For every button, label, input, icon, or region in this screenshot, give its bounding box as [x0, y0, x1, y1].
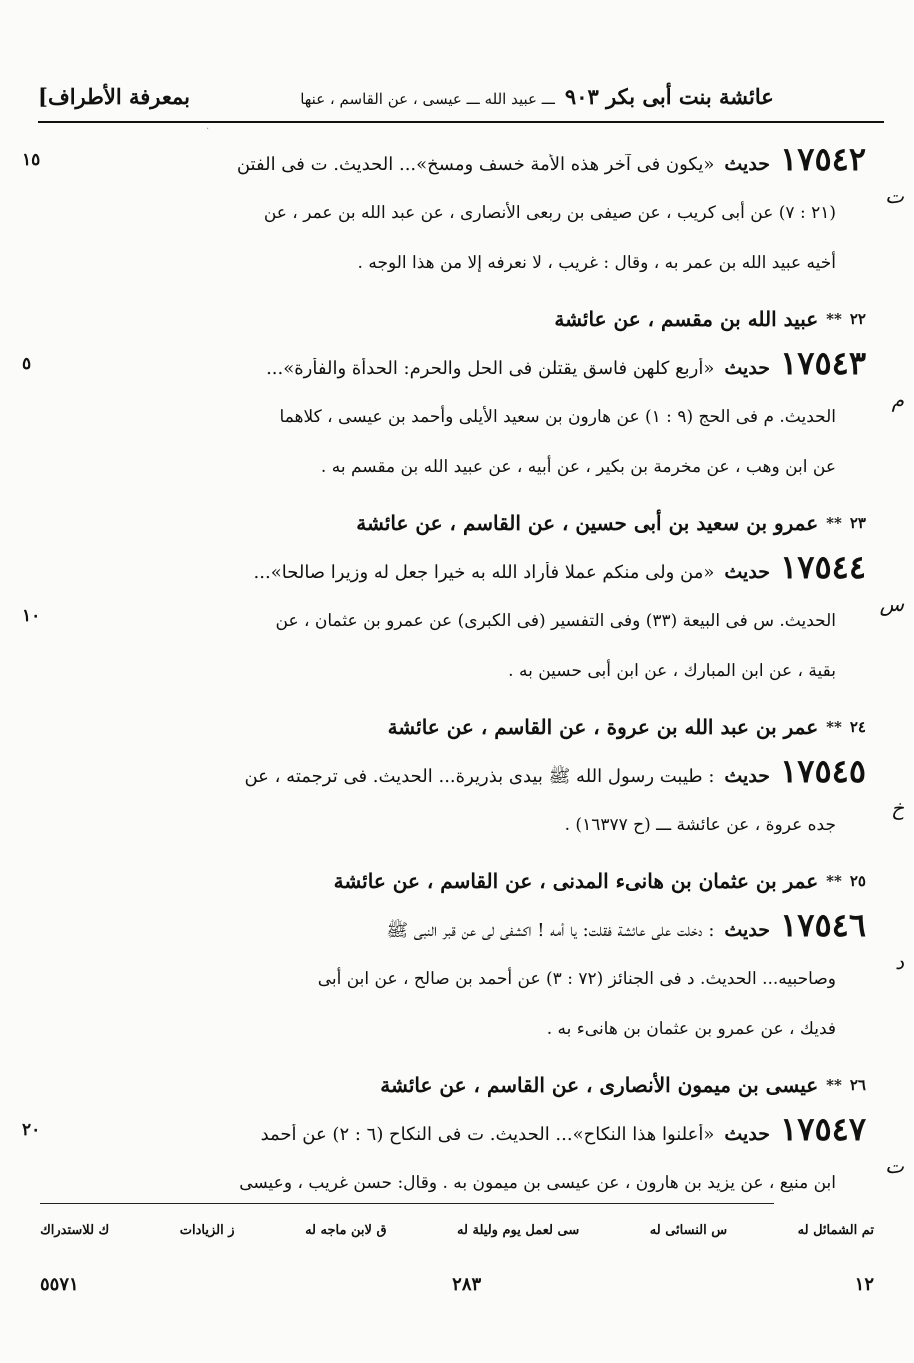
hadith-line: عن ابن وهب ، عن مخرمة بن بكير ، عن أبيه ، عن عبيد الله بن مقسم به .	[320, 457, 836, 477]
narrator-text: عمرو بن سعيد بن أبى حسين ، عن القاسم ، عن عائشة	[356, 511, 819, 535]
narrator-number: ٢٤	[849, 718, 866, 736]
footnote-rule	[40, 1203, 774, 1204]
narrator-number: ٢٣	[849, 514, 866, 532]
hadith-entry	[22, 1110, 904, 1208]
narrator-heading	[48, 498, 866, 548]
hadith-number: ١٧٥٤٧	[780, 1110, 866, 1148]
hadith-line: وصاحبيه... الحديث. د فى الجنائز (٧٢ : ٣) عن أحمد بن صالح ، عن ابن أبى	[317, 969, 836, 989]
header-section-main: عائشة بنت أبى بكر ٩٠٣	[564, 83, 774, 109]
hadith-entry	[48, 752, 904, 850]
hadith-number: ١٧٥٤٢	[780, 140, 866, 178]
hadith-text: : طيبت رسول الله ﷺ بيدى بذريرة... الحديث. فى ترجمته ، عن	[244, 766, 715, 787]
narrator-stars: **	[826, 1076, 842, 1094]
hadith-label: حديث	[724, 919, 771, 941]
line-number-margin: ٢٠	[22, 1120, 41, 1140]
narrator-stars: **	[826, 514, 842, 532]
legend-item: ك للاستدراك	[40, 1222, 110, 1238]
hadith-entry	[48, 906, 904, 1054]
narrator-text: عمر بن عبد الله بن عروة ، عن القاسم ، عن عائشة	[387, 715, 819, 739]
narrator-heading	[48, 294, 866, 344]
narrator-text: عمر بن عثمان بن هانىء المدنى ، عن القاسم ، عن عائشة	[333, 869, 819, 893]
legend-item: س النسائى له	[649, 1222, 728, 1238]
source-siglum: ت	[885, 1154, 904, 1178]
hadith-number: ١٧٥٤٦	[780, 906, 866, 944]
source-siglum: د	[895, 950, 904, 974]
narrator-heading	[48, 702, 866, 752]
hadith-entry	[22, 344, 904, 492]
line-number-margin: ١٥	[22, 150, 41, 170]
line-number-margin: ٥	[22, 354, 32, 374]
source-siglum: خ	[891, 796, 904, 820]
hadith-line: ابن منيع ، عن يزيد بن هارون ، عن عيسى بن ميمون به . وقال: حسن غريب ، وعيسى	[239, 1173, 836, 1193]
serial-number: ٥٥٧١	[40, 1273, 79, 1295]
hadith-label: حديث	[724, 357, 771, 379]
hadith-entry	[22, 548, 904, 696]
hadith-text: «من ولى منكم عملا فأراد الله به خيرا جعل له وزيرا صالحا»...	[253, 562, 715, 583]
hadith-entry	[48, 140, 904, 288]
legend-item: ق لابن ماجه له	[305, 1222, 387, 1238]
legend-item: ز الزيادات	[179, 1222, 235, 1238]
header-rule	[38, 121, 884, 123]
narrator-text: عبيد الله بن مقسم ، عن عائشة	[554, 307, 819, 331]
volume-number: ١٢	[854, 1273, 874, 1295]
page-number: ٢٨٣	[452, 1273, 482, 1295]
source-siglum: ت	[885, 184, 904, 208]
hadith-label: حديث	[724, 153, 771, 175]
narrator-heading	[48, 1060, 866, 1110]
legend-item: سى لعمل يوم وليلة له	[457, 1222, 580, 1238]
source-siglum: س	[879, 592, 904, 616]
narrator-stars: **	[826, 310, 842, 328]
sigla-legend	[40, 1215, 874, 1245]
hadith-number: ١٧٥٤٣	[780, 344, 866, 382]
hadith-line: أخيه عبيد الله بن عمر به ، وقال : غريب ، لا نعرفه إلا من هذا الوجه .	[357, 253, 836, 273]
hadith-text: «أعلنوا هذا النكاح»... الحديث. ت فى النكاح (٦ : ٢) عن أحمد	[260, 1124, 715, 1145]
narrator-number: ٢٥	[849, 872, 866, 890]
hadith-number: ١٧٥٤٥	[780, 752, 866, 790]
narrator-stars: **	[826, 718, 842, 736]
hadith-line: (٢١ : ٧) عن أبى كريب ، عن صيفى بن ربعى الأنصارى ، عن عبد الله بن عمر ، عن	[263, 203, 836, 223]
hadith-label: حديث	[724, 1123, 771, 1145]
narrator-number: ٢٢	[849, 310, 866, 328]
header-section	[300, 84, 774, 109]
hadith-label: حديث	[724, 561, 771, 583]
hadith-text: : دخلت على عائشة فقلت: يا أمه ! اكشفى لى عن قبر النبى ﷺ	[386, 920, 715, 941]
narrator-text: عيسى بن ميمون الأنصارى ، عن القاسم ، عن عائشة	[380, 1073, 819, 1097]
hadith-label: حديث	[724, 765, 771, 787]
hadith-line: الحديث. س فى البيعة (٣٣) وفى التفسير (فى الكبرى) عن عمرو بن عثمان ، عن	[275, 611, 836, 631]
page-footer	[40, 1268, 874, 1300]
hadith-text: «يكون فى آخر هذه الأمة خسف ومسخ»... الحديث. ت فى الفتن	[236, 154, 715, 175]
hadith-line: بقية ، عن ابن المبارك ، عن ابن أبى حسين به .	[508, 661, 836, 681]
header-book-title: بمعرفة الأطراف]	[38, 83, 190, 109]
print-speck: ·	[206, 124, 210, 135]
hadith-line: جده عروة ، عن عائشة ـــ (ح ١٦٣٧٧) .	[564, 815, 836, 835]
hadith-number: ١٧٥٤٤	[780, 548, 866, 586]
hadith-text: «أربع كلهن فاسق يقتلن فى الحل والحرم: الحدأة والفأرة»...	[266, 358, 715, 379]
narrator-stars: **	[826, 872, 842, 890]
running-header	[38, 72, 884, 120]
legend-item: تم الشمائل له	[797, 1222, 874, 1238]
main-text	[22, 140, 904, 1214]
hadith-line: الحديث. م فى الحج (٩ : ١) عن هارون بن سعيد الأيلى وأحمد بن عيسى ، كلاهما	[279, 407, 836, 427]
line-number-margin: ١٠	[22, 606, 41, 626]
hadith-line: فديك ، عن عمرو بن عثمان بن هانىء به .	[546, 1019, 836, 1039]
source-siglum: م	[891, 388, 904, 412]
header-section-sub: ـــ عبيد الله ـــ عيسى ، عن القاسم ، عنها	[300, 89, 555, 108]
narrator-number: ٢٦	[849, 1076, 866, 1094]
